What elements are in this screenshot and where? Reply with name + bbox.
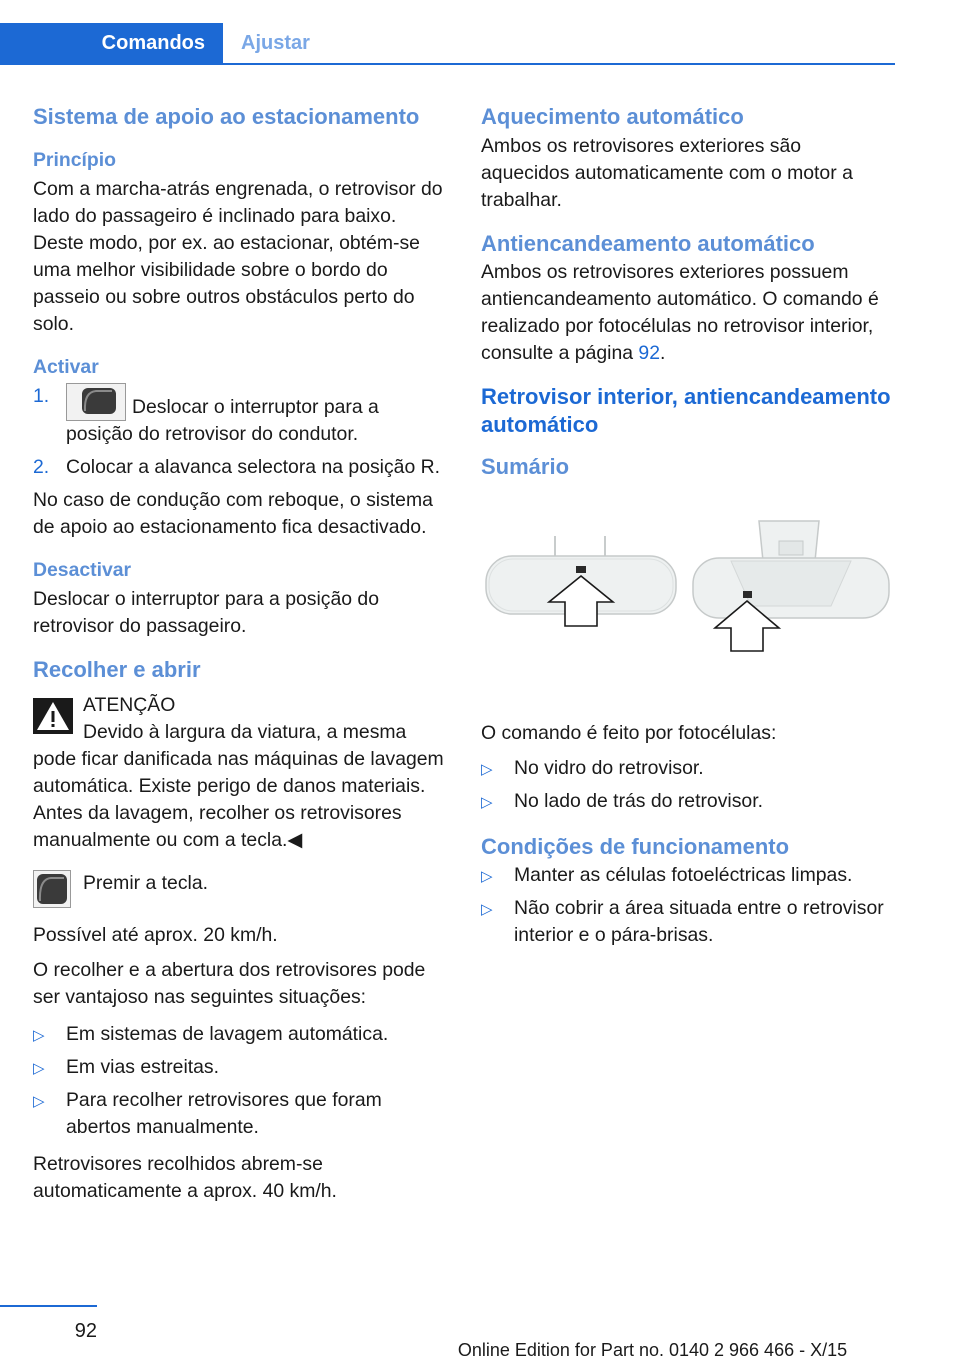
heading-sumario: Sumário: [481, 454, 570, 479]
heading-retrovisor-interior: Retrovisor interior, antiencandeamento automático: [481, 384, 891, 437]
heading-recolher: Recolher e abrir: [33, 657, 201, 682]
step-text: Colocar a alavanca selectora na posição R.: [66, 456, 441, 478]
step-text: Deslocar o interruptor para a posição do retrovisor do condutor.: [66, 396, 379, 445]
left-column: [33, 95, 445, 1221]
fold-situations: [33, 1021, 445, 1141]
step-number: 2.: [33, 456, 50, 478]
fold-mirror-key-icon: [33, 870, 71, 908]
heading-desactivar: Desactivar: [33, 559, 132, 581]
triangle-bullet-icon: ▷: [481, 761, 493, 778]
warning-box: [33, 692, 445, 854]
triangle-bullet-icon: ▷: [481, 868, 493, 885]
step-1: [33, 383, 445, 448]
triangle-bullet-icon: ▷: [33, 1093, 45, 1110]
triangle-bullet-icon: ▷: [33, 1027, 45, 1044]
triangle-bullet-icon: ▷: [481, 901, 493, 918]
header-tabbar: [0, 23, 895, 65]
step-number: 1.: [33, 385, 50, 407]
fold-intro: O recolher e a abertura dos retrovisores pode ser vantajoso nas seguintes situações:: [33, 959, 426, 1008]
warning-title: ATENÇÃO: [83, 694, 176, 716]
heading-aquecimento: Aquecimento automático: [481, 104, 744, 129]
list-item: ▷ Em vias estreitas.: [33, 1054, 445, 1081]
footer-edition: Online Edition for Part no. 0140 2 966 466 - X/15: [457, 1340, 848, 1360]
footer-rule: [0, 1305, 97, 1307]
condicoes-list: [481, 862, 893, 949]
list-item: ▷ Não cobrir a área situada entre o retrovisor interior e o pára-brisas.: [481, 897, 884, 946]
activar-note: No caso de condução com reboque, o sistema de apoio ao estacionamento fica desactivado.: [33, 489, 433, 538]
heading-principio: Princípio: [33, 149, 116, 171]
mirror-rear-view: [693, 521, 889, 651]
speed-text: Possível até aprox. 20 km/h.: [33, 924, 278, 946]
list-item: ▷ No lado de trás do retrovisor.: [481, 788, 893, 815]
aquecimento-text: Ambos os retrovisores exteriores são aquecidos automaticamente com o motor a trabalhar.: [481, 135, 853, 211]
list-item: ▷ Em sistemas de lavagem automática.: [33, 1021, 445, 1048]
photocell-caption: O comando é feito por fotocélulas:: [481, 722, 777, 744]
tab-ajustar[interactable]: Ajustar: [241, 32, 310, 54]
heading-activar: Activar: [33, 356, 99, 378]
right-column: [481, 95, 893, 959]
section-title-parking-aid: Sistema de apoio ao estacionamento: [33, 104, 420, 129]
warning-text: [33, 719, 445, 854]
heading-antiencandeamento: Antiencandeamento automático: [481, 231, 815, 256]
page-number: 92: [74, 1320, 97, 1342]
desactivar-text: Deslocar o interruptor para a posição do retrovisor do passageiro.: [33, 588, 379, 637]
fold-key-row: [33, 870, 445, 910]
principio-text: Com a marcha-atrás engrenada, o retrovisor do lado do passageiro é inclinado para baixo. Deste modo, por ex. ao estacionar, obtém-se uma melhor visibilidade sobre o bordo do passeio ou sobre outros obstáculos perto do solo.: [33, 178, 443, 335]
mirror-switch-icon: [66, 383, 126, 421]
tab-comandos[interactable]: Comandos: [0, 23, 223, 63]
interior-mirror-illustration: [481, 496, 893, 696]
list-item: ▷ Para recolher retrovisores que foram abertos manualmente.: [33, 1089, 382, 1138]
key-text: Premir a tecla.: [83, 872, 208, 894]
heading-condicoes: Condições de funcionamento: [481, 834, 790, 859]
photocell-locations: [481, 755, 893, 815]
warning-text-content: Devido à largura da viatura, a mesma pode ficar danificada nas máquinas de lavagem automática. Existe perigo de danos materiais. Antes da lavagem, recolher os retrovisores manualmente ou com a tecla.◀: [33, 721, 444, 851]
activar-steps: [33, 383, 445, 481]
list-item: ▷ No vidro do retrovisor.: [481, 755, 893, 782]
step-2: [33, 454, 445, 481]
triangle-bullet-icon: ▷: [481, 794, 493, 811]
list-item: ▷ Manter as células fotoeléctricas limpas.: [481, 862, 893, 889]
mirror-front-view: [486, 536, 676, 626]
fold-closing: Retrovisores recolhidos abrem-se automaticamente a aprox. 40 km/h.: [33, 1153, 337, 1202]
triangle-bullet-icon: ▷: [33, 1060, 45, 1077]
page-reference-link[interactable]: 92: [638, 342, 660, 364]
warning-icon: [33, 698, 73, 734]
antiencandeamento-text: Ambos os retrovisores exteriores possuem antiencandeamento automático. O comando é realizado por fotocélulas no retrovisor interior, consulte a página 92.: [481, 261, 879, 364]
